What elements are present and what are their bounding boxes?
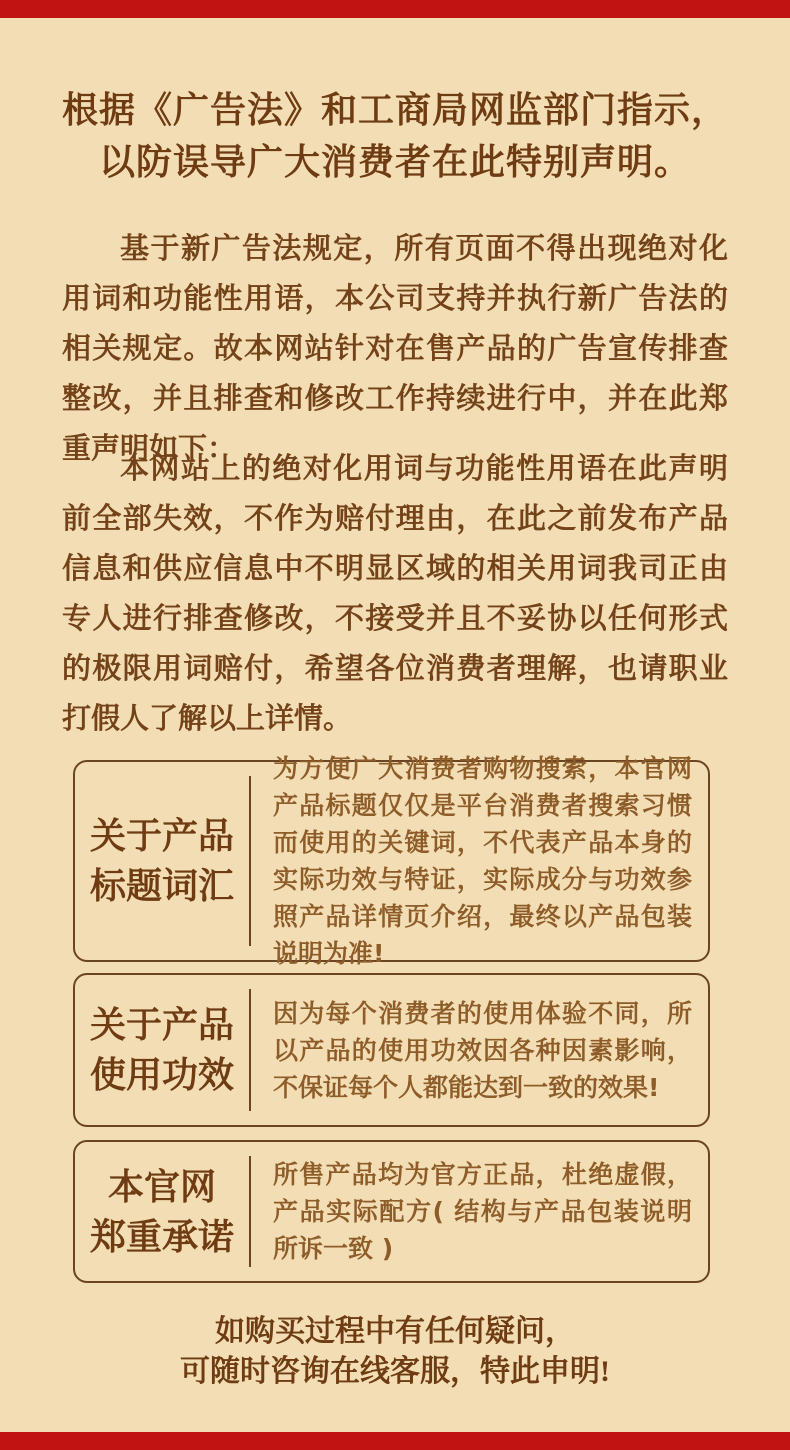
notice-box-product-effect bbox=[73, 973, 710, 1127]
notice-box-body: 因为每个消费者的使用体验不同，所以产品的使用功效因各种因素影响，不保证每个人都能达到一致的效果! bbox=[273, 998, 692, 1102]
statement-paragraph-2: 本网站上的绝对化用词与功能性用语在此声明前全部失效，不作为赔付理由，在此之前发布产品信息和供应信息中不明显区域的相关用词我司正由专人进行排查修改，不接受并且不妥协以任何形式的极限用词赔付，希望各位消费者理解，也请职业打假人了解以上详情。 bbox=[62, 453, 728, 735]
notice-box-title bbox=[75, 975, 249, 1125]
notice-box-title-line1: 关于产品 bbox=[89, 1005, 234, 1045]
notice-box-official-promise bbox=[73, 1140, 710, 1283]
notice-box-title-line1: 关于产品 bbox=[89, 816, 234, 856]
statement-paragraph-1: 基于新广告法规定，所有页面不得出现绝对化用词和功能性用语，本公司支持并执行新广告法的相关规定。故本网站针对在售产品的广告宣传排查整改，并且排查和修改工作持续进行中，并在此郑重声明如下： bbox=[62, 233, 728, 465]
page-title bbox=[0, 84, 790, 188]
footer-note-line1: 如购买过程中有任何疑问， bbox=[215, 1315, 575, 1348]
footer-note-line2: 可随时咨询在线客服，特此申明! bbox=[180, 1355, 610, 1388]
notice-box-product-title bbox=[73, 754, 710, 968]
notice-box-title bbox=[75, 1142, 249, 1281]
notice-box-body: 所售产品均为官方正品，杜绝虚假，产品实际配方( 结构与产品包装说明所诉一致 ) bbox=[273, 1160, 692, 1263]
bottom-red-bar bbox=[0, 1432, 790, 1450]
notice-box-title-line2: 使用功效 bbox=[89, 1055, 234, 1095]
notice-box-title-line1: 本官网 bbox=[107, 1166, 216, 1207]
notice-box-title-line2: 郑重承诺 bbox=[89, 1216, 234, 1257]
footer-note bbox=[0, 1312, 790, 1392]
page-title-line2: 以防误导广大消费者在此特别声明。 bbox=[98, 142, 691, 182]
page-title-line1: 根据《广告法》和工商局网监部门指示， bbox=[61, 90, 728, 130]
notice-box-body: 为方便广大消费者购物搜索，本官网产品标题仅仅是平台消费者搜索习惯而使用的关键词，不代表产品本身的实际功效与特证，实际成分与功效参照产品详情页介绍，最终以产品包装说明为准! bbox=[273, 754, 692, 968]
notice-box-title bbox=[75, 762, 249, 960]
notice-box-title-line2: 标题词汇 bbox=[89, 866, 234, 906]
top-red-bar bbox=[0, 0, 790, 18]
